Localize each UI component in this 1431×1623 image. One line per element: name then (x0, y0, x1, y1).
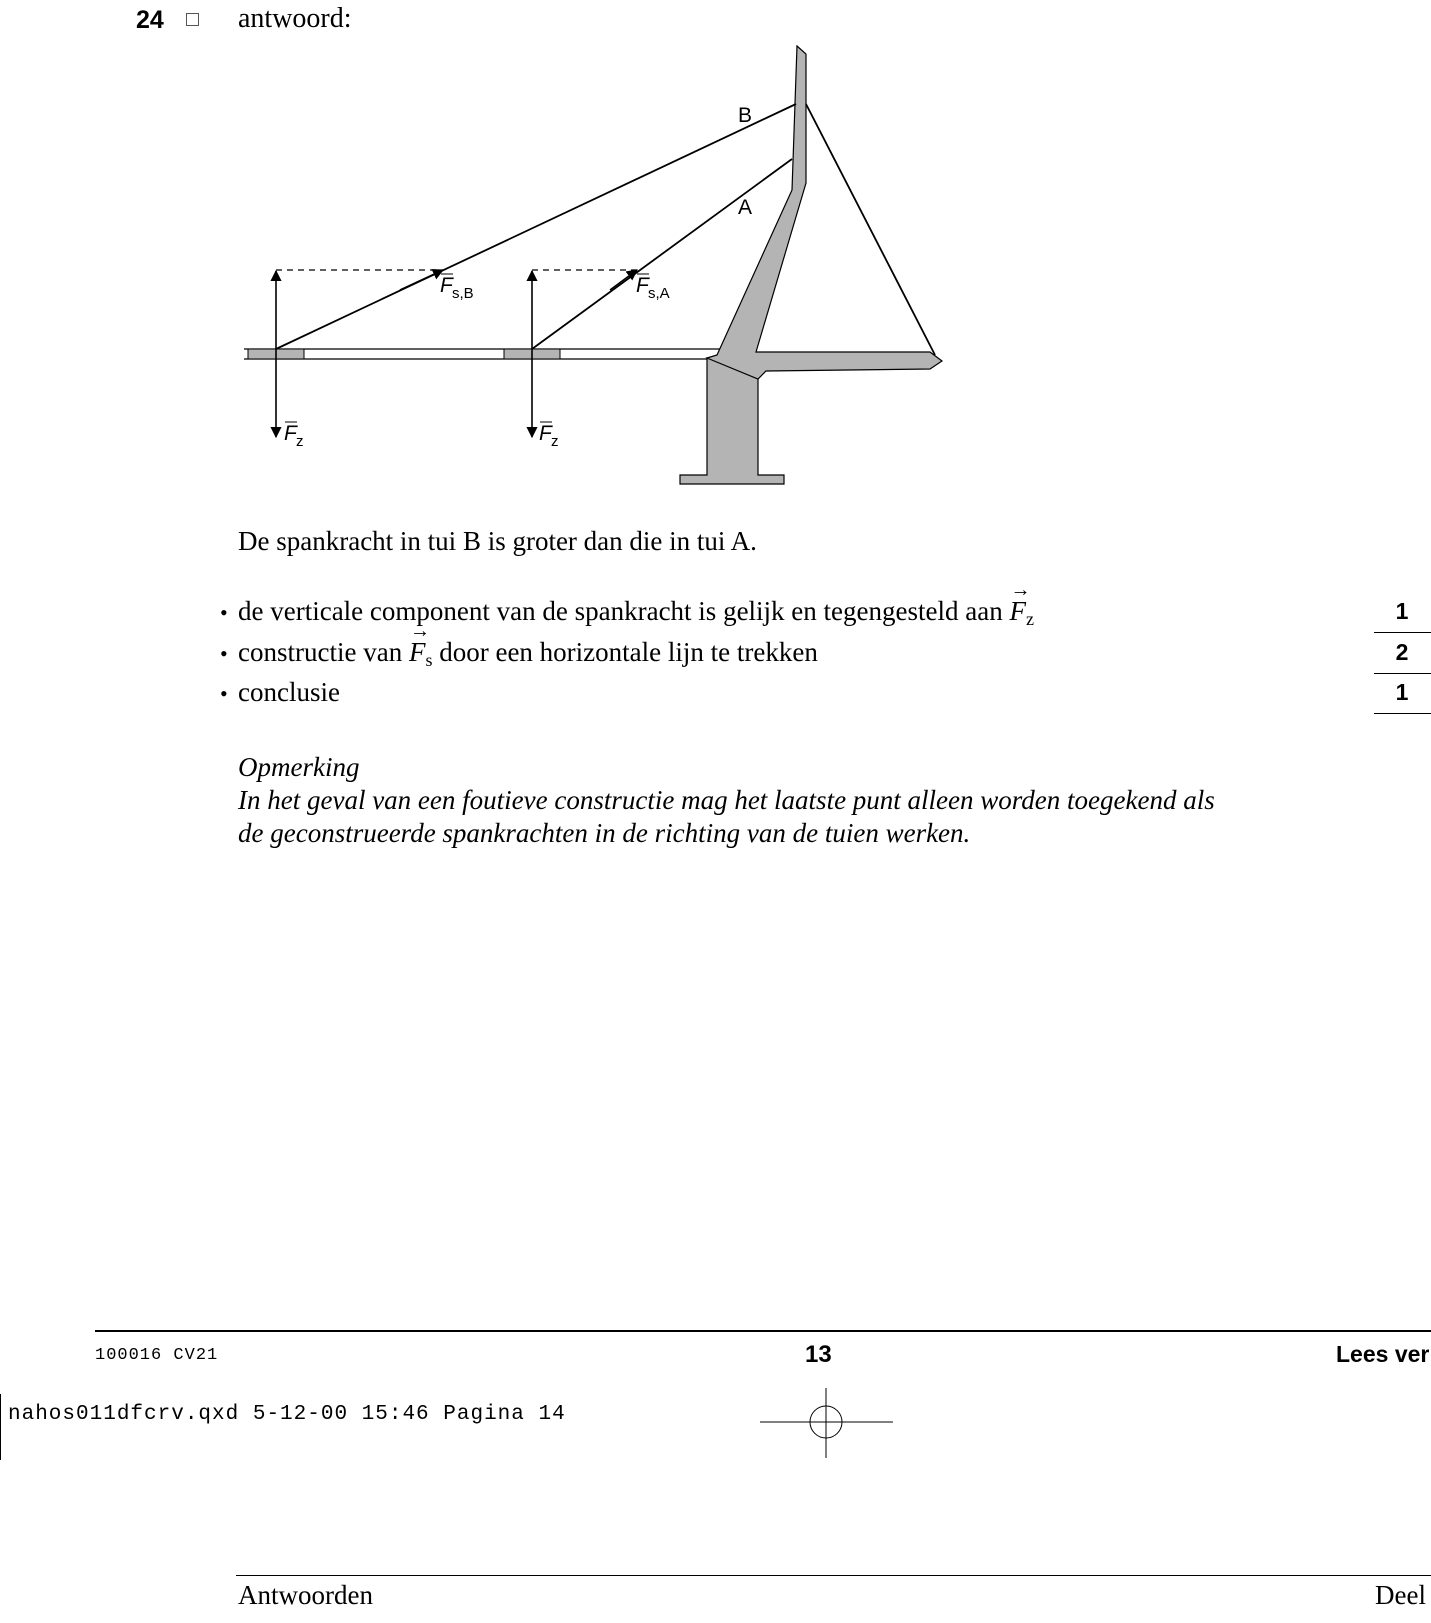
bottom-part-label: Deel (1375, 1580, 1426, 1610)
remark-text-line-1: In het geval van een foutieve constructie mag het laatste punt alleen worden toegekend als (238, 785, 1215, 815)
footer-exam-code: 100016 CV21 (95, 1346, 219, 1365)
svg-text:s,A: s,A (648, 285, 670, 302)
criterion-text: conclusie (238, 677, 340, 707)
bridge-deck (244, 349, 722, 359)
criterion-text: constructie van → $F_s$ door een horizontale lijn te trekken (238, 637, 818, 671)
conclusion-text: De spankracht in tui B is groter dan die in tui A. (238, 526, 757, 556)
svg-text:F: F (636, 274, 649, 297)
criterion-row-2 (220, 637, 1431, 677)
bridge-pier (680, 358, 784, 484)
svg-text:z: z (551, 433, 559, 450)
question-number: 24 (136, 6, 164, 34)
criterion-text: de verticale component van de spankracht is gelijk en tegengesteld aan → $F_z$ (238, 596, 1034, 630)
criterion-score: 1 (1395, 598, 1409, 624)
vector-symbol: → F (1009, 596, 1026, 627)
footer-rule (95, 1330, 1431, 1332)
force-tension-b (400, 270, 443, 290)
vector-symbol: → F (409, 637, 426, 668)
score-underline (1374, 673, 1431, 674)
remark-title: Opmerking (238, 752, 360, 782)
criterion-score: 2 (1395, 639, 1409, 665)
label-fsb (440, 274, 474, 302)
bridge-force-diagram (0, 0, 1431, 500)
remark-text-line-2: de geconstrueerde spankrachten in de richting van de tuien werken. (238, 818, 971, 848)
print-slug: nahos011dfcrv.qxd 5-12-00 15:46 Pagina 14 (8, 1403, 566, 1426)
question-label: antwoord: (238, 3, 352, 34)
label-fsa (636, 274, 670, 302)
criterion-score: 1 (1395, 679, 1409, 705)
score-underline (1374, 713, 1431, 714)
bullet: • (220, 681, 228, 706)
slug-bar (0, 1394, 1, 1460)
back-stay (806, 104, 935, 355)
label-fz-b (284, 422, 304, 450)
svg-text:z: z (296, 433, 304, 450)
label-cable-a: A (738, 196, 753, 219)
svg-text:F: F (284, 422, 297, 445)
bottom-section-label: Antwoorden (238, 1580, 373, 1610)
bottom-rule (236, 1575, 1431, 1576)
criterion-row-1 (220, 596, 1431, 636)
footer-continue-text: Lees ver (1336, 1341, 1430, 1367)
criterion-row-3 (220, 677, 1431, 717)
footer-page-number: 13 (805, 1341, 832, 1368)
bullet: • (220, 600, 228, 625)
svg-text:F: F (440, 274, 453, 297)
score-underline (1374, 632, 1431, 633)
label-cable-b: B (738, 104, 753, 127)
cable-b (276, 104, 796, 349)
bullet: • (220, 641, 228, 666)
force-tension-a (610, 270, 637, 290)
svg-text:s,B: s,B (452, 285, 474, 302)
label-fz-a (539, 422, 559, 450)
svg-text:F: F (539, 422, 552, 445)
